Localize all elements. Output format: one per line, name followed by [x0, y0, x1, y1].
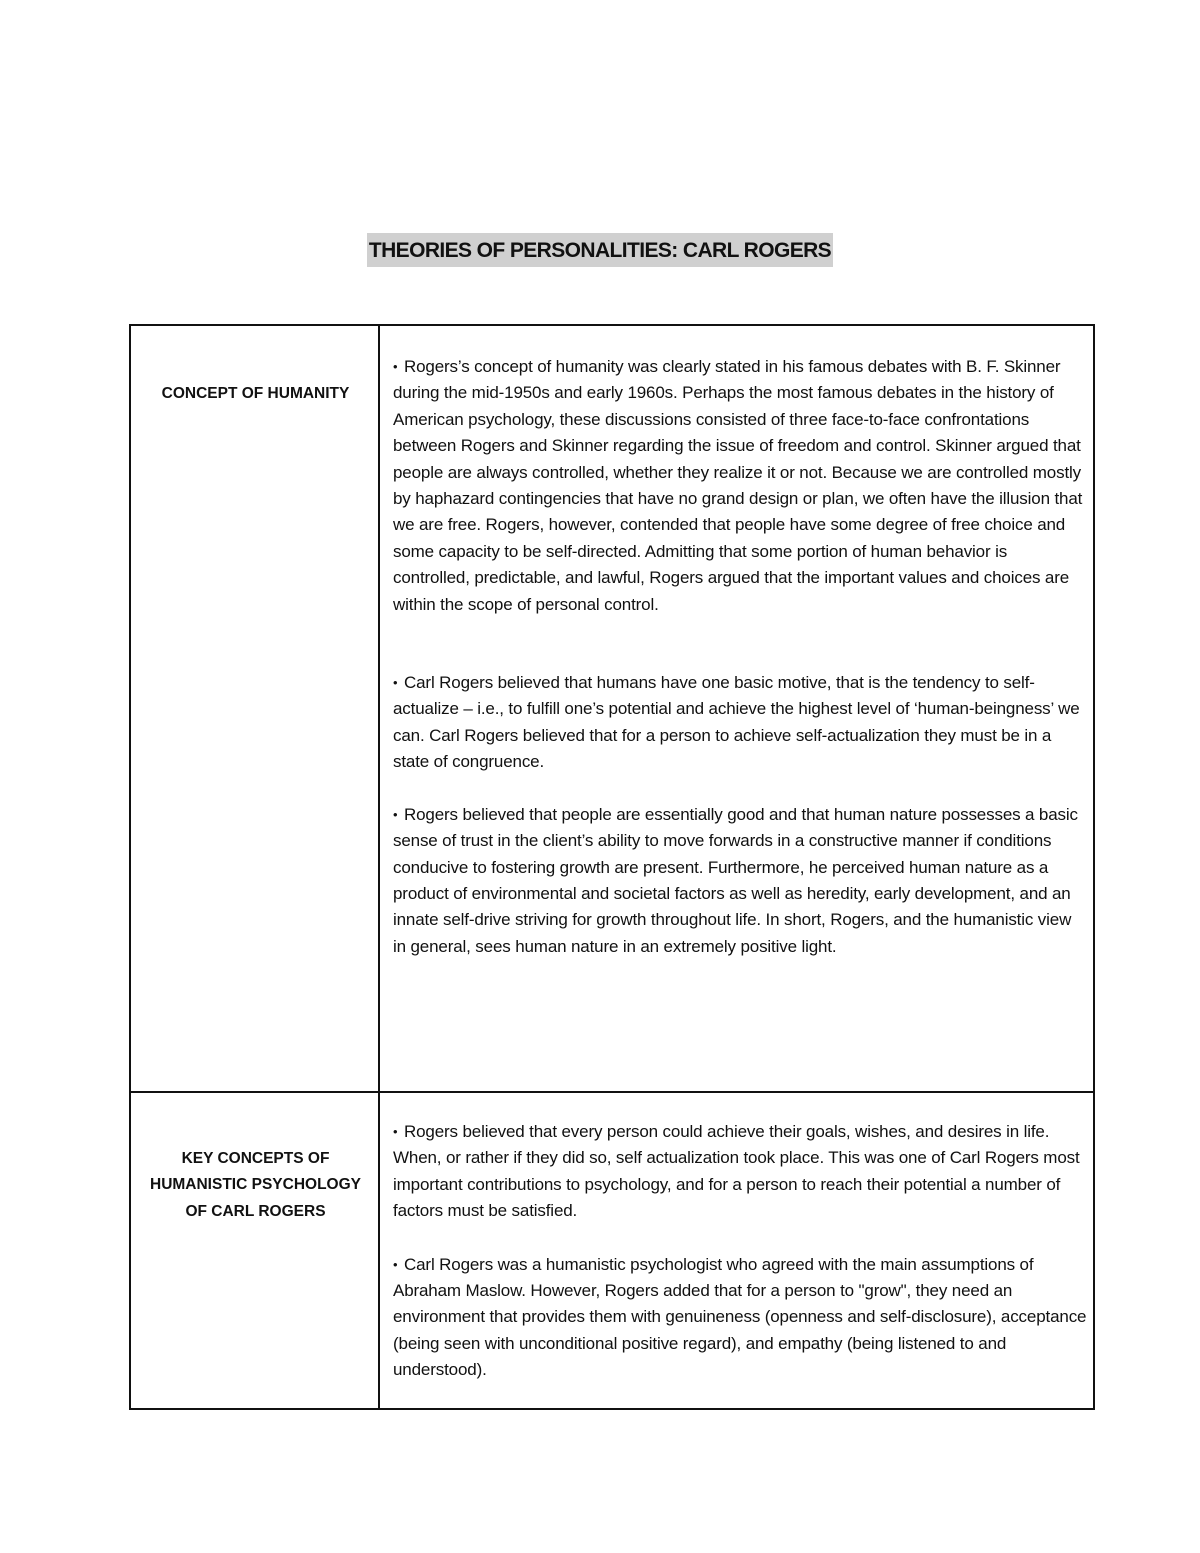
- bullet-icon: •: [393, 359, 398, 374]
- paragraph-text: Rogers believed that people are essentially good and that human nature possesses a basic sense of trust in the client’s ability to move forwards in a constructive manner if conditions conducive to fostering growth are present. Furthermore, he perceived human nature as a product of environmental and societal factors as well as heredity, early development, and an innate self-drive striving for growth throughout life. In short, Rogers, and the humanistic view in general, sees human nature in an extremely positive light.: [393, 804, 1078, 956]
- bullet-paragraph: [393, 802, 1087, 960]
- paragraph-text: Carl Rogers believed that humans have one basic motive, that is the tendency to self-actualize – i.e., to fulfill one’s potential and achieve the highest level of ‘human-beingness’ we can. Carl Rogers believed that for a person to achieve self-actualization they must be in a state of congruence.: [393, 673, 1080, 772]
- row-content-cell: [393, 354, 1087, 960]
- bullet-paragraph: [393, 1119, 1087, 1225]
- row-content-cell: [393, 1119, 1087, 1384]
- bullet-paragraph: [393, 354, 1087, 618]
- paragraph-text: Carl Rogers was a humanistic psychologist who agreed with the main assumptions of Abraham Maslow. However, Rogers added that for a person to "grow", they need an environment that provides them with genuineness (openness and self-disclosure), acceptance (being seen with unconditional positive regard), and empathy (being listened to and understood).: [393, 1254, 1087, 1380]
- page-title-text: THEORIES OF PERSONALITIES: CARL ROGERS: [367, 233, 833, 267]
- bullet-icon: •: [393, 1124, 398, 1139]
- bullet-icon: •: [393, 675, 398, 691]
- bullet-paragraph: [393, 1252, 1087, 1384]
- row-label-cell: [131, 326, 380, 1091]
- table-row-concept-of-humanity: [131, 326, 1093, 1093]
- page-title: [0, 233, 1200, 267]
- paragraph-text: Rogers’s concept of humanity was clearly stated in his famous debates with B. F. Skinner during the mid-1950s and early 1960s. Perhaps the most famous debates in the history of American psychology, these discussions consisted of three face-to-face confrontations between Rogers and Skinner regarding the issue of freedom and control. Skinner argued that people are always controlled, whether they realize it or not. Because we are controlled mostly by haphazard contingencies that have no grand design or plan, we often have the illusion that we are free. Rogers, however, contended that people have some degree of free choice and some capacity to be self-directed. Admitting that some portion of human behavior is controlled, predictable, and lawful, Rogers argued that the important values and choices are within the scope of personal control.: [393, 357, 1083, 614]
- row-label: KEY CONCEPTS OF HUMANISTIC PSYCHOLOGY OF CARL ROGERS: [150, 1150, 361, 1220]
- bullet-icon: •: [393, 806, 398, 822]
- bullet-icon: •: [393, 1256, 398, 1272]
- concepts-table: [129, 324, 1095, 1410]
- paragraph-text: Rogers believed that every person could achieve their goals, wishes, and desires in life. When, or rather if they did so, self actualization took place. This was one of Carl Rogers most important contributions to psychology, and for a person to reach their potential a number of factors must be satisfied.: [393, 1122, 1080, 1221]
- bullet-paragraph: [393, 670, 1087, 776]
- row-label-cell: [131, 1093, 380, 1408]
- table-row-key-concepts: [131, 1093, 1093, 1408]
- row-label: CONCEPT OF HUMANITY: [161, 385, 350, 402]
